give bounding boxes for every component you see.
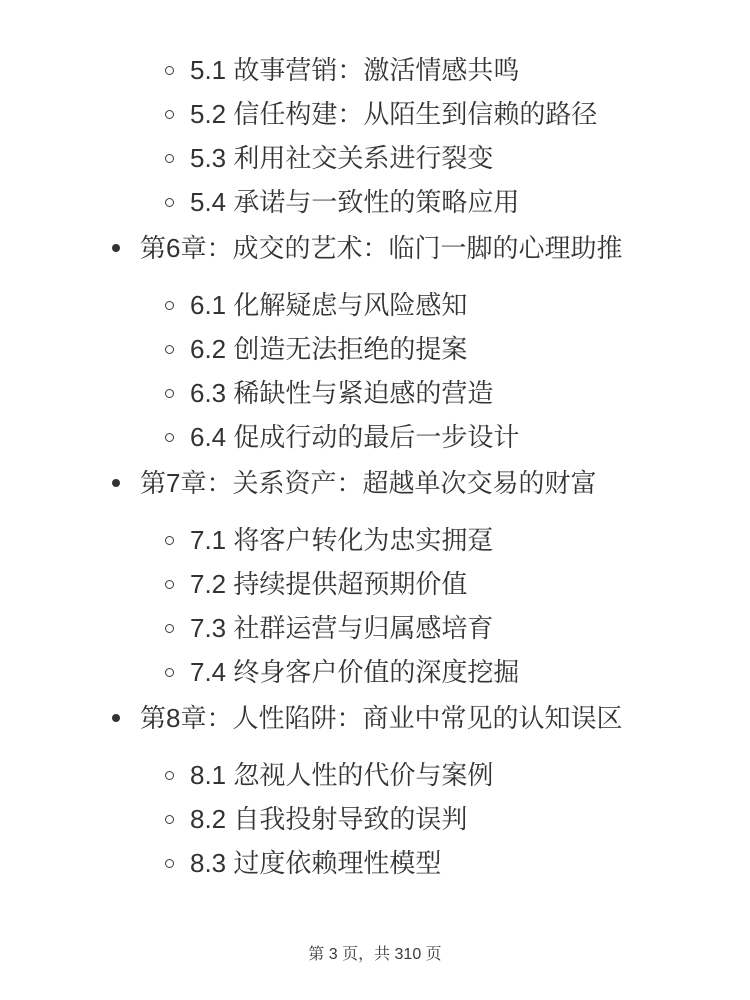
bullet-circle-icon [165,389,174,398]
toc-subitem-label: 6.3 稀缺性与紧迫感的营造 [190,378,494,408]
bullet-circle-icon [165,536,174,545]
bullet-circle-icon [165,624,174,633]
bullet-disc-icon [112,714,120,722]
toc-subitem-5-1 [190,54,750,86]
bullet-circle-icon [165,815,174,824]
toc-subitem-label: 7.1 将客户转化为忠实拥趸 [190,525,494,555]
toc-subitem-6-2 [190,333,750,365]
bullet-disc-icon [112,244,120,252]
toc-subitem-7-2 [190,568,750,600]
toc-subitem-label: 7.2 持续提供超预期价值 [190,569,468,599]
toc-chapter-title: 第8章：人性陷阱：商业中常见的认知误区 [140,703,623,733]
toc-subitem-label: 6.2 创造无法拒绝的提案 [190,334,468,364]
bullet-circle-icon [165,345,174,354]
toc-chapter-8-heading [140,702,750,734]
toc-subitem-5-4 [190,186,750,218]
bullet-circle-icon [165,301,174,310]
page-number: 第 3 页，共 310 页 [308,946,442,963]
toc-subitem-label: 8.3 过度依赖理性模型 [190,848,442,878]
toc-subitem-6-4 [190,421,750,453]
toc-subitem-5-3 [190,142,750,174]
bullet-circle-icon [165,771,174,780]
bullet-circle-icon [165,668,174,677]
toc-subitem-label: 6.1 化解疑虑与风险感知 [190,290,468,320]
chapter-6-block [0,232,750,453]
toc-subitem-label: 5.2 信任构建：从陌生到信赖的路径 [190,99,598,129]
toc-chapter-title: 第7章：关系资产：超越单次交易的财富 [140,468,597,498]
toc-subitem-7-1 [190,524,750,556]
toc-chapter-6-heading [140,232,750,264]
toc-subitem-label: 7.4 终身客户价值的深度挖掘 [190,657,520,687]
bullet-circle-icon [165,66,174,75]
toc-subitem-7-4 [190,656,750,688]
chapter-8-block [0,702,750,879]
bullet-circle-icon [165,110,174,119]
bullet-disc-icon [112,479,120,487]
toc-subitem-label: 5.4 承诺与一致性的策略应用 [190,187,520,217]
toc-subitem-label: 8.2 自我投射导致的误判 [190,804,468,834]
toc-subitem-8-3 [190,847,750,879]
toc-subitem-8-1 [190,759,750,791]
toc-subitem-8-2 [190,803,750,835]
bullet-circle-icon [165,580,174,589]
toc-subitem-5-2 [190,98,750,130]
toc-subitem-label: 7.3 社群运营与归属感培育 [190,613,494,643]
bullet-circle-icon [165,433,174,442]
toc-chapter-7-heading [140,467,750,499]
chapter-7-block [0,467,750,688]
chapter-5-subitems [0,54,750,218]
toc-subitem-label: 6.4 促成行动的最后一步设计 [190,422,520,452]
toc-subitem-7-3 [190,612,750,644]
toc-subitem-label: 8.1 忽视人性的代价与案例 [190,760,494,790]
bullet-circle-icon [165,198,174,207]
bullet-circle-icon [165,154,174,163]
toc-chapter-title: 第6章：成交的艺术：临门一脚的心理助推 [140,233,623,263]
toc-subitem-label: 5.3 利用社交关系进行裂变 [190,143,494,173]
toc-subitem-6-3 [190,377,750,409]
toc-subitem-label: 5.1 故事营销：激活情感共鸣 [190,55,520,85]
bullet-circle-icon [165,859,174,868]
toc-subitem-6-1 [190,289,750,321]
